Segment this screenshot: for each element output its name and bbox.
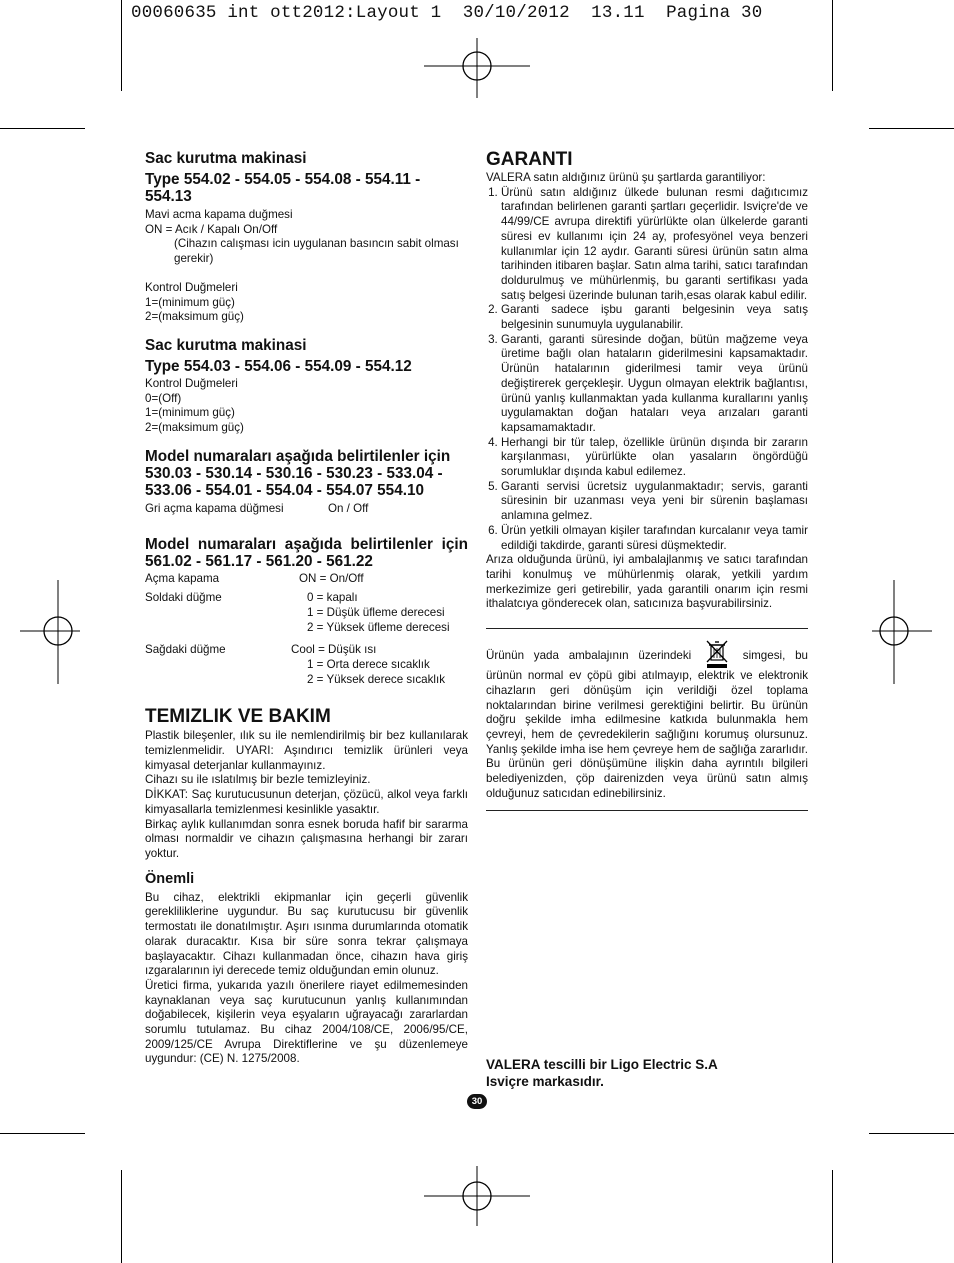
- left-column: [145, 150, 468, 1067]
- section-subtitle: Type 554.02 - 554.05 - 554.08 - 554.11 - 554.13: [145, 171, 421, 205]
- section-heading-onemli: Önemli: [145, 870, 195, 887]
- trademark-line: VALERA tescilli bir Ligo Electric S.A: [486, 1057, 718, 1072]
- crop-mark: [869, 1133, 954, 1134]
- crop-mark: [832, 0, 833, 91]
- paragraph: DİKKAT: Saç kurutucusunun deterjan, çözücü, alkol veya farklı kimyasallarla temizlenmesi kesinlikle yasaktır.: [145, 788, 468, 816]
- spec-value: On / Off: [328, 501, 369, 515]
- spec-value: 1 = Orta derece sıcaklık: [307, 657, 430, 671]
- spec-row: [145, 591, 468, 606]
- spec-value: Cool = Düşük ısı: [291, 643, 377, 657]
- crop-mark: [121, 0, 122, 91]
- divider: [486, 628, 808, 629]
- crop-mark: [0, 128, 85, 129]
- spec-value: 1 = Düşük üfleme derecesi: [307, 605, 445, 619]
- list-item: 5. Garanti servisi ücretsiz uygulanmaktadır; servis, garanti süresinin bir uzanması veya yeni bir sürenin başlaması anlamına gelmez.: [501, 480, 808, 524]
- spec-label: Soldaki düğme: [145, 591, 222, 605]
- spec-value: ON = On/Off: [299, 572, 364, 586]
- registration-mark-bottom: [424, 1166, 530, 1226]
- paragraph: Arıza olduğunda ürünü, iyi ambalajlanmış ve satıcı tarafından tarihi konulmuş ve mühürlenmiş olarak, yetkili yardım merkezimize geri getirebilir, yada garantili onarım için resmi ithalatcıya gönderecek olan, satıcınıza başvurabilirsiniz.: [486, 553, 808, 611]
- spec-row: [145, 572, 468, 587]
- crop-mark: [869, 128, 954, 129]
- text-line: 2=(maksimum güç): [145, 310, 244, 324]
- warranty-list: [486, 186, 808, 554]
- list-item: 6. Ürün yetkili olmayan kişiler tarafından kurcalanır veya tamir edildiği takdirde, garanti süresi düşmektedir.: [501, 524, 808, 553]
- text-line: 0=(Off): [145, 391, 182, 405]
- spec-label: Gri açma kapama düğmesi: [145, 501, 284, 515]
- text-line: Kontrol Duğmeleri: [145, 376, 238, 390]
- section-title: Sac kurutma makinasi: [145, 150, 307, 167]
- crop-mark: [832, 1170, 833, 1263]
- text-line: 1=(minimum güç): [145, 406, 235, 420]
- text-line: 1=(minimum güç): [145, 295, 235, 309]
- registration-mark-top: [424, 38, 530, 98]
- text-line: 2=(maksimum güç): [145, 421, 244, 435]
- section-title: Model numaraları aşağıda belirtilenler için 561.02 - 561.17 - 561.20 - 561.22: [145, 536, 468, 571]
- paragraph: Bu cihaz, elektrikli ekipmanlar için geçerli güvenlik gerekliliklerine uygundur. Bu saç kurutucusu bir güvenlik termostatı ile donatılmıştır. Aşırı ısınma durumlarında otomatik olarak duracaktır. Kısa bir süre sonra tekrar çalışmaya başlayacaktır. Cihazı kullanmadan önce, cihazın hava giriş ızgaralarının iyi derecede temiz olduğundan emin olunuz.: [145, 890, 468, 978]
- spec-row: [145, 643, 468, 658]
- text-line: ON = Acık / Kapalı On/Off: [145, 222, 278, 236]
- list-item: 4. Herhangi bir tür talep, özellikle ürünün dışında bir zararın karşılanması, yürürlükte olan yasaların öngördüğü sorumluklar dışında kabul edilemez.: [501, 436, 808, 480]
- paragraph: Plastik bileşenler, ılık su ile nemlendirilmiş bir bez kullanılarak temizlenmelidir. UYARI: Aşındırıcı temizlik ürünleri veya kimyasal deterjanlar kullanmayınız.: [145, 729, 468, 772]
- spec-row: [145, 502, 468, 517]
- crossed-bin-icon: [705, 639, 729, 669]
- section-heading-temizlik: TEMIZLIK VE BAKIM: [145, 706, 331, 728]
- paragraph: VALERA satın aldığınız ürünü şu şartlarda garantiliyor:: [486, 171, 766, 184]
- paragraph: Birkaç aylık kullanımdan sonra esnek boruda hafif bir sararma olması normaldir ve cihazın çalışmasına herhangi bir zararı yoktur.: [145, 817, 468, 860]
- spec-value: 2 = Yüksek üfleme derecesi: [307, 620, 450, 634]
- list-item: 3. Garanti, garanti süresinde doğan, bütün mağzeme veya üretime bağlı olan hataların giderilmesini kapsamaktadır. Ürünün hatalarının giderilmesi tamir veya ürünü değiştirerek gerçekleşir. Uygun olmayan elektrik bağlantısı, ürünü yanlış kullanmaktan yada kullanma kurallarını yanlış uygulamaktan doğan hataları veya arızaları garanti kapsamamaktadır.: [501, 333, 808, 436]
- spec-value: 2 = Yüksek derece sıcaklık: [307, 672, 446, 686]
- weee-text-before: Ürünün yada ambalajının üzerindeki: [486, 649, 692, 663]
- print-slug: 00060635 int ott2012:Layout 1 30/10/2012 13.11 Pagina 30: [131, 3, 763, 23]
- text-line: (Cihazın calışması icin uygulanan basıncın sabit olması gerekir): [174, 237, 459, 266]
- section-subtitle: Type 554.03 - 554.06 - 554.09 - 554.12: [145, 357, 412, 375]
- spec-label: Sağdaki düğme: [145, 643, 226, 657]
- section-title: Model numaraları aşağıda belirtilenler için 530.03 - 530.14 - 530.16 - 530.23 - 533.04 - 533.06 - 554.01 - 554.04 - 554.07 554.10: [145, 447, 451, 499]
- list-item: 1. Ürünü satın aldığınız ülkede bulunan resmi dağıtıcımız tarafından belirlenen garanti şartları geçerlidir. Isviçre'de ve 44/99/CE avrupa direktifi yürürlükte olan ülkelerde garanti süresi ev kullanımı için 24 ay, profesyönel veya benzeri kullanımlar için 12 aydır. Garanti süresi ürünün satın alma tarihinden itibaren başlar. Satın alma tarihi, satıcı tarafından doldurulmuş ve mühürlenmiş, bu garanti sertifikası yada satış belgesi üzerinde bulunan tarih,esas olarak kabul edilir.: [501, 186, 808, 304]
- registration-mark-left: [20, 580, 80, 684]
- right-column: [486, 150, 808, 811]
- crop-mark: [121, 1170, 122, 1263]
- paragraph: Cihazı su ile ıslatılmış bir bezle temizleyiniz.: [145, 773, 371, 787]
- spec-label: Açma kapama: [145, 572, 220, 586]
- section-title: Sac kurutma makinasi: [145, 336, 307, 354]
- trademark-note: [486, 1056, 718, 1090]
- spec-value: 0 = kapalı: [307, 591, 358, 605]
- trademark-line: Isviçre markasıdır.: [486, 1074, 604, 1089]
- text-line: Mavi acma kapama duğmesi: [145, 208, 293, 221]
- crop-mark: [0, 1133, 85, 1134]
- paragraph: Üretici firma, yukarıda yazılı önerilere riayet edilmemesinden kaynaklanan veya saç kurutucunun yanlış kullanımından doğabilecek, kişilerin veya eşyaların uğrayacağı zararlardan sorumlu tutulamaz. Bu cihaz 2004/108/CE, 2006/95/CE, 2009/125/CE Avrupa Direktiflerine ve şu düzenlemeye uygundur: (CE) N. 1275/2008.: [145, 978, 468, 1066]
- section-heading-garanti: GARANTI: [486, 149, 573, 170]
- weee-paragraph: [486, 639, 808, 801]
- text-line: Kontrol Duğmeleri: [145, 280, 238, 294]
- divider: [486, 810, 808, 811]
- registration-mark-right: [872, 580, 932, 684]
- page-number: 30: [467, 1094, 487, 1109]
- list-item: 2. Garanti sadece işbu garanti belgesinin veya satış belgesinin sunumuyla uygulanabilir.: [501, 303, 808, 332]
- weee-text-after: simgesi, bu ürünün normal ev çöpü gibi atılmayıp, elektrik ve elektronik cihazların geri dönüşüm için verildiği özel toplama noktalarından birine verilmesi gerektiğini belirtir. Bu ürünün doğru şekilde imha edilmesine katkıda bulunmakla hem çevreyi, hem de çevredekilerin sağlığını korumuş olursunuz. Yanlış şekilde imha ise hem çevreye hem de sağlığa zararlıdır. Bu ürünün geri dönüşümüne ilişkin daha ayrıntılı bilgileri belediyenizden, çöp dairenizden veya ürünü satın almış olduğunuz satıcıdan edinebilirsiniz.: [486, 649, 808, 800]
